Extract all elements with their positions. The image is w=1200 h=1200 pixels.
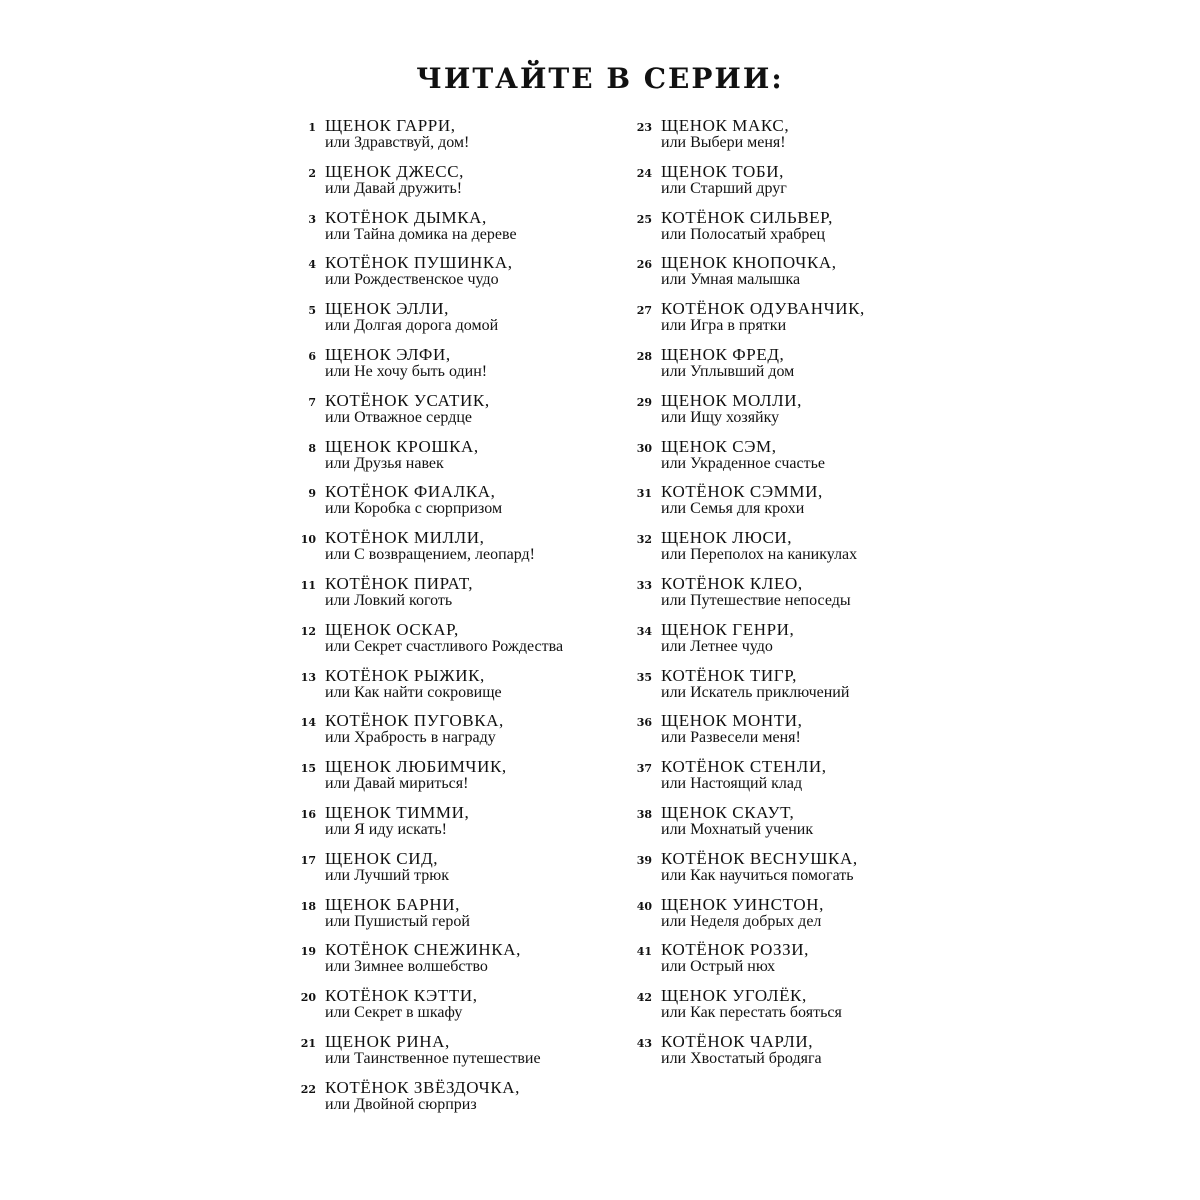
book-number: 41 [636, 945, 652, 959]
book-subtitle: или Секрет счастливого Рождества [325, 637, 564, 655]
book-title: КОТЁНОК СТЕНЛИ, [661, 757, 827, 777]
book-subtitle: или С возвращением, леопард! [325, 546, 535, 564]
book-number: 27 [636, 304, 652, 318]
book-title: КОТЁНОК МИЛЛИ, [325, 528, 485, 548]
book-subtitle: или Выбери меня! [661, 134, 786, 151]
book-title: ЩЕНОК ФРЕД, [661, 344, 785, 364]
book-title: ЩЕНОК УГОЛЁК, [661, 986, 807, 1006]
book-subtitle: или Умная малышка [661, 271, 801, 289]
book-title: КОТЁНОК СЭММИ, [661, 482, 823, 502]
book-subtitle: или Двойной сюрприз [325, 1095, 477, 1113]
book-list-item [626, 941, 865, 987]
book-number: 9 [308, 487, 316, 501]
book-title: ЩЕНОК ЭЛФИ, [325, 344, 451, 364]
book-subtitle: или Храбрость в награду [325, 729, 496, 747]
book-number: 26 [636, 258, 652, 272]
book-subtitle: или Уплывший дом [661, 362, 795, 380]
book-list-item [290, 392, 563, 438]
book-subtitle: или Как перестать бояться [661, 1004, 842, 1022]
book-number: 17 [300, 853, 316, 867]
book-list-item [290, 117, 563, 163]
book-title: КОТЁНОК СИЛЬВЕР, [661, 207, 833, 227]
book-list-item [626, 1033, 865, 1079]
book-subtitle: или Острый нюх [661, 958, 776, 976]
book-number: 8 [308, 441, 316, 455]
book-title: ЩЕНОК ЛЮБИМЧИК, [325, 757, 507, 777]
book-number: 10 [300, 533, 316, 547]
book-title: КОТЁНОК СНЕЖИНКА, [325, 940, 521, 960]
book-title: КОТЁНОК ТИГР, [661, 665, 797, 685]
book-subtitle: или Зимнее волшебство [325, 958, 488, 976]
book-list-item [290, 254, 563, 300]
book-list-item [626, 346, 865, 392]
book-list-item [626, 758, 865, 804]
book-list-left-column [290, 117, 563, 1125]
book-subtitle: или Отважное сердце [325, 408, 473, 426]
book-subtitle: или Игра в прятки [661, 317, 787, 335]
book-list-item [626, 621, 865, 667]
book-list-item [626, 529, 865, 575]
book-list-item [626, 483, 865, 529]
book-number: 39 [636, 853, 652, 867]
book-title: ЩЕНОК КРОШКА, [325, 436, 479, 456]
book-subtitle: или Развесели меня! [661, 729, 801, 747]
book-number: 29 [636, 395, 652, 409]
book-number: 33 [636, 578, 652, 592]
book-list-item [290, 850, 563, 896]
book-title: КОТЁНОК КЛЕО, [661, 573, 803, 593]
book-subtitle: или Рождественское чудо [325, 271, 499, 289]
book-number: 2 [308, 166, 316, 180]
book-list-item [290, 163, 563, 209]
book-list-item [626, 300, 865, 346]
book-subtitle: или Коробка с сюрпризом [325, 500, 503, 518]
book-number: 1 [308, 121, 316, 134]
book-title: ЩЕНОК УИНСТОН, [661, 894, 824, 914]
book-subtitle: или Как научиться помогать [661, 866, 854, 884]
book-number: 40 [636, 899, 652, 913]
book-list-item [290, 712, 563, 758]
book-list-item [626, 712, 865, 758]
book-title: ЩЕНОК ГАРРИ, [325, 116, 456, 135]
book-subtitle: или Путешествие непоседы [661, 591, 851, 609]
book-number: 6 [308, 349, 316, 363]
book-number: 35 [636, 670, 652, 684]
book-subtitle: или Искатель приключений [661, 683, 850, 701]
book-list-item [626, 254, 865, 300]
book-list-item [290, 483, 563, 529]
book-subtitle: или Пушистый герой [325, 912, 470, 930]
book-number: 12 [300, 624, 316, 638]
book-title: ЩЕНОК ГЕНРИ, [661, 619, 795, 639]
book-list-item [290, 346, 563, 392]
book-subtitle: или Семья для крохи [661, 500, 805, 518]
book-list-item [290, 529, 563, 575]
book-number: 30 [636, 441, 652, 455]
book-list-item [626, 575, 865, 621]
book-title: ЩЕНОК ТОБИ, [661, 161, 785, 181]
book-title: КОТЁНОК ПУГОВКА, [325, 711, 504, 731]
book-title: ЩЕНОК СКАУТ, [661, 802, 795, 822]
book-subtitle: или Ищу хозяйку [661, 408, 780, 426]
book-title: ЩЕНОК ТИММИ, [325, 802, 470, 822]
book-list-item [290, 804, 563, 850]
book-number: 15 [300, 762, 316, 776]
book-list-item [290, 575, 563, 621]
book-list-item [290, 1033, 563, 1079]
book-number: 18 [300, 899, 316, 913]
book-subtitle: или Хвостатый бродяга [661, 1049, 822, 1067]
book-number: 23 [636, 121, 652, 134]
book-subtitle: или Давай мириться! [325, 775, 469, 793]
book-list-item [626, 987, 865, 1033]
book-title: ЩЕНОК МОНТИ, [661, 711, 803, 731]
book-title: ЩЕНОК ОСКАР, [325, 619, 459, 639]
book-number: 36 [636, 716, 652, 730]
book-number: 14 [300, 716, 316, 730]
book-title: ЩЕНОК БАРНИ, [325, 894, 460, 914]
book-list-item [290, 300, 563, 346]
book-title: ЩЕНОК ДЖЕСС, [325, 161, 465, 181]
book-title: КОТЁНОК ВЕСНУШКА, [661, 848, 858, 868]
book-subtitle: или Секрет в шкафу [325, 1004, 463, 1022]
book-number: 28 [636, 349, 652, 363]
book-list-item [626, 850, 865, 896]
page-title: ЧИТАЙТЕ В СЕРИИ: [416, 62, 784, 95]
book-list-item [626, 392, 865, 438]
book-number: 20 [300, 991, 316, 1005]
book-title: ЩЕНОК КНОПОЧКА, [661, 253, 837, 273]
book-subtitle: или Старший друг [661, 179, 787, 197]
book-subtitle: или Неделя добрых дел [661, 912, 822, 930]
book-subtitle: или Таинственное путешествие [325, 1049, 541, 1067]
book-list-item [290, 621, 563, 667]
book-title: ЩЕНОК РИНА, [325, 1031, 450, 1051]
book-title: ЩЕНОК СЭМ, [661, 436, 777, 456]
book-number: 21 [300, 1036, 316, 1050]
book-title: КОТЁНОК КЭТТИ, [325, 986, 478, 1006]
book-title: КОТЁНОК ЗВЁЗДОЧКА, [325, 1077, 520, 1097]
book-number: 16 [300, 807, 316, 821]
book-list-item [290, 438, 563, 484]
book-subtitle: или Давай дружить! [325, 179, 463, 197]
book-list-item [290, 896, 563, 942]
book-subtitle: или Друзья навек [325, 454, 444, 472]
book-number: 34 [636, 624, 652, 638]
book-list-item [290, 209, 563, 255]
book-subtitle: или Настоящий клад [661, 775, 803, 793]
book-list-item [290, 941, 563, 987]
book-list-item [626, 804, 865, 850]
book-list-item [626, 163, 865, 209]
book-title: КОТЁНОК ДЫМКА, [325, 207, 487, 227]
book-title: ЩЕНОК МАКС, [661, 116, 790, 135]
book-title: КОТЁНОК РЫЖИК, [325, 665, 485, 685]
book-number: 5 [308, 304, 316, 318]
book-title: КОТЁНОК ОДУВАНЧИК, [661, 299, 865, 319]
book-number: 43 [636, 1036, 652, 1050]
book-subtitle: или Тайна домика на дереве [325, 225, 517, 243]
book-title: КОТЁНОК ФИАЛКА, [325, 482, 496, 502]
book-subtitle: или Полосатый храбрец [661, 225, 826, 243]
book-title: КОТЁНОК ПУШИНКА, [325, 253, 513, 273]
book-subtitle: или Ловкий коготь [325, 591, 453, 609]
book-number: 4 [308, 258, 316, 272]
book-list-item [626, 438, 865, 484]
book-list-item [290, 667, 563, 713]
book-list-item [290, 987, 563, 1033]
book-list-item [290, 758, 563, 804]
book-subtitle: или Я иду искать! [325, 820, 447, 838]
book-subtitle: или Переполох на каникулах [661, 546, 858, 564]
book-number: 13 [300, 670, 316, 684]
book-number: 19 [300, 945, 316, 959]
book-number: 24 [636, 166, 652, 180]
book-list-item [290, 1079, 563, 1125]
book-subtitle: или Мохнатый ученик [661, 820, 814, 838]
book-list-item [626, 896, 865, 942]
book-subtitle: или Летнее чудо [661, 637, 773, 655]
book-list-item [626, 209, 865, 255]
book-number: 25 [636, 212, 652, 226]
book-number: 37 [636, 762, 652, 776]
book-number: 42 [636, 991, 652, 1005]
book-title: КОТЁНОК УСАТИК, [325, 390, 490, 410]
book-number: 38 [636, 807, 652, 821]
book-title: КОТЁНОК РОЗЗИ, [661, 940, 810, 960]
book-number: 11 [300, 578, 316, 592]
book-subtitle: или Здравствуй, дом! [325, 134, 470, 151]
book-number: 7 [308, 395, 316, 409]
book-subtitle: или Украденное счастье [661, 454, 825, 472]
book-title: ЩЕНОК ЛЮСИ, [661, 528, 793, 548]
book-number: 22 [300, 1082, 316, 1096]
book-title: КОТЁНОК ПИРАТ, [325, 573, 474, 593]
book-list-right-column [626, 117, 865, 1079]
book-list-item [626, 667, 865, 713]
book-subtitle: или Не хочу быть один! [325, 362, 488, 380]
book-number: 31 [636, 487, 652, 501]
book-number: 3 [308, 212, 316, 226]
book-list-item [626, 117, 865, 163]
book-title: КОТЁНОК ЧАРЛИ, [661, 1031, 814, 1051]
book-number: 32 [636, 533, 652, 547]
book-title: ЩЕНОК СИД, [325, 848, 439, 868]
book-subtitle: или Долгая дорога домой [325, 317, 499, 335]
book-subtitle: или Как найти сокровище [325, 683, 502, 701]
book-title: ЩЕНОК МОЛЛИ, [661, 390, 803, 410]
book-subtitle: или Лучший трюк [325, 866, 449, 884]
book-title: ЩЕНОК ЭЛЛИ, [325, 299, 450, 319]
